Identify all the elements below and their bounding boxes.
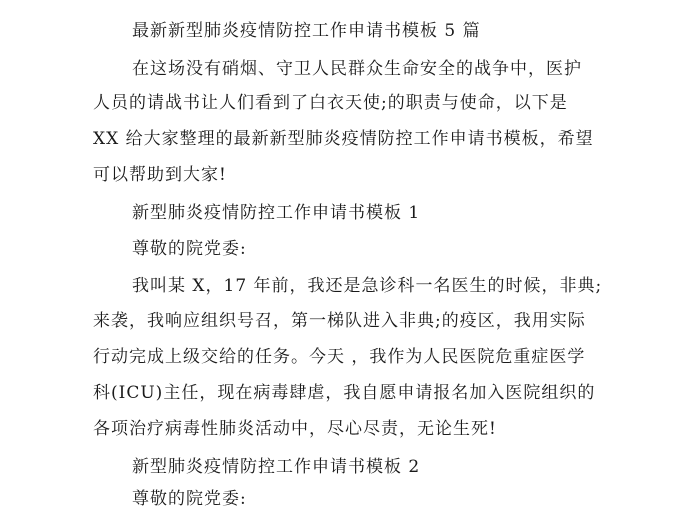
intro-line-2: 人员的请战书让人们看到了白衣天使;的职责与使命，以下是: [93, 93, 568, 113]
section1-heading: 新型肺炎疫情防控工作申请书模板 1: [132, 203, 421, 223]
section1-body-line-4: 科(ICU)主任，现在病毒肆虐，我自愿申请报名加入医院组织的: [93, 383, 596, 403]
intro-line-1: 在这场没有硝烟、守卫人民群众生命安全的战争中，医护: [132, 59, 582, 79]
document-title: 最新新型肺炎疫情防控工作申请书模板 5 篇: [132, 21, 481, 41]
section1-body-line-2: 来袭，我响应组织号召，第一梯队进入非典;的疫区，我用实际: [93, 311, 586, 331]
section2-heading: 新型肺炎疫情防控工作申请书模板 2: [132, 457, 421, 477]
section1-body-line-3: 行动完成上级交给的任务。今天 ，我作为人民医院危重症医学: [93, 347, 586, 367]
intro-line-3: XX 给大家整理的最新新型肺炎疫情防控工作申请书模板，希望: [93, 129, 594, 149]
section1-salutation: 尊敬的院党委:: [132, 239, 247, 259]
section1-body-line-5: 各项治疗病毒性肺炎活动中，尽心尽责，无论生死!: [93, 419, 497, 439]
section2-salutation: 尊敬的院党委:: [132, 489, 247, 509]
section1-body-line-1: 我叫某 X，17 年前，我还是急诊科一名医生的时候，非典;: [132, 276, 603, 296]
intro-line-4: 可以帮助到大家!: [93, 165, 227, 185]
